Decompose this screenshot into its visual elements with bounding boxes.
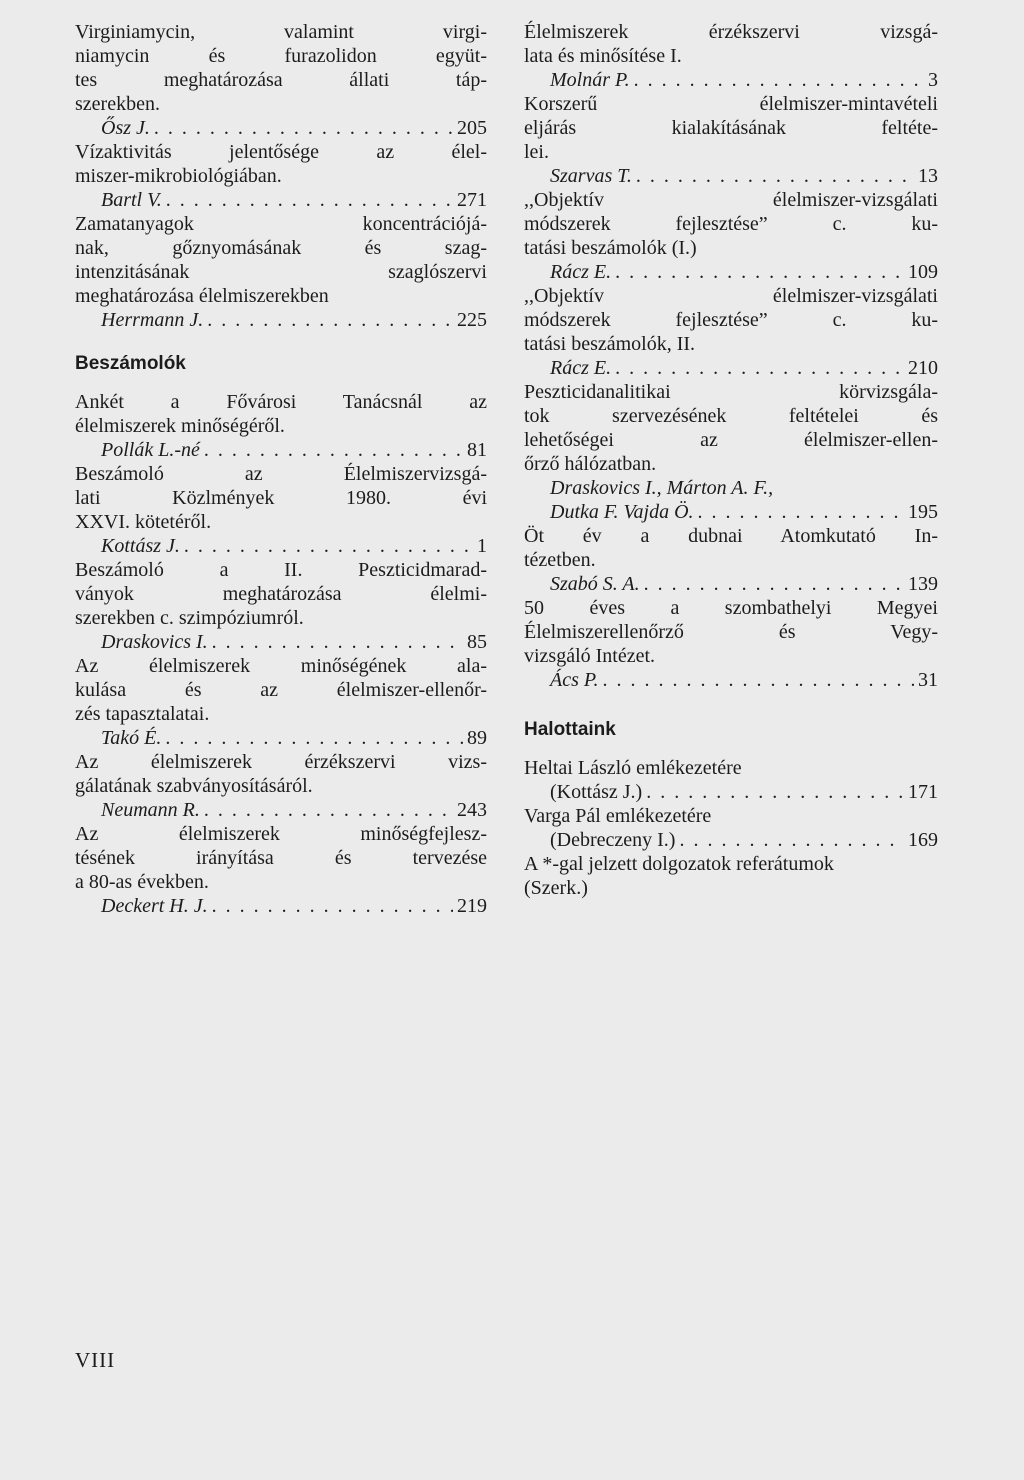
page-ref: 271 xyxy=(457,189,487,211)
leader-dots xyxy=(646,780,904,804)
entry-author-line xyxy=(75,116,487,140)
entry-title-line: niamycin és furazolidon együt- xyxy=(75,45,487,67)
toc-entry xyxy=(524,92,938,188)
entry-title-line: Vízaktivitás jelentősége az élel- xyxy=(75,141,487,163)
page-ref: 3 xyxy=(928,69,938,91)
entry-author: Dutka F. Vajda Ö. xyxy=(550,501,694,523)
page-ref: 210 xyxy=(908,357,938,379)
entry-author-line xyxy=(75,438,487,462)
entry-title-line: módszerek fejlesztése” c. ku- xyxy=(524,213,938,235)
leader-dots xyxy=(154,116,453,140)
entry-author-line xyxy=(75,534,487,558)
entry-author-line xyxy=(75,188,487,212)
entry-title-line: tatási beszámolók, II. xyxy=(524,333,696,355)
leader-dots xyxy=(679,828,904,852)
obituary-entry xyxy=(524,756,938,804)
leader-dots xyxy=(166,188,453,212)
entry-title xyxy=(75,558,487,630)
entry-title xyxy=(524,20,938,68)
entry-title xyxy=(524,380,938,476)
entry-title-line: Öt év a dubnai Atomkutató In- xyxy=(524,525,938,547)
entry-author-line xyxy=(75,308,487,332)
entry-author: Draskovics I. xyxy=(101,631,208,653)
entry-title-line: gálatának szabványosításáról. xyxy=(75,775,313,797)
entry-title-line: eljárás kialakításának feltéte- xyxy=(524,117,938,139)
leader-dots xyxy=(636,164,914,188)
entry-author: Szabó S. A. xyxy=(550,573,640,595)
entry-author: Ősz J. xyxy=(101,117,150,139)
toc-entry xyxy=(524,380,938,524)
obituary-entry xyxy=(524,804,938,852)
entry-title-line: módszerek fejlesztése” c. ku- xyxy=(524,309,938,331)
entry-title xyxy=(524,92,938,164)
entry-title-line: Élelmiszerellenőrző és Vegy- xyxy=(524,621,938,643)
entry-title-line: zés tapasztalatai. xyxy=(75,703,210,725)
entry-author-line xyxy=(524,260,938,284)
leader-dots xyxy=(615,260,904,284)
page-ref: 219 xyxy=(457,895,487,917)
entry-title-line: szerekben. xyxy=(75,93,160,115)
entry-title xyxy=(524,596,938,668)
toc-entry xyxy=(75,822,487,918)
entry-title xyxy=(75,654,487,726)
toc-entry xyxy=(75,390,487,462)
entry-title xyxy=(75,390,487,438)
toc-entry xyxy=(524,524,938,596)
editor-note xyxy=(524,852,938,900)
toc-entry xyxy=(524,596,938,692)
entry-title xyxy=(75,822,487,894)
leader-dots xyxy=(184,534,473,558)
entry-title-line: tatási beszámolók (I.) xyxy=(524,237,697,259)
page-ref: 205 xyxy=(457,117,487,139)
page-ref: 31 xyxy=(918,669,938,691)
left-entries-group xyxy=(75,20,487,332)
section-heading-halottaink: Halottaink xyxy=(524,719,616,740)
entry-title-line: Az élelmiszerek minőségének ala- xyxy=(75,655,487,677)
entry-author: Takó É. xyxy=(101,727,162,749)
obituary-ref: (Debreczeny I.) xyxy=(550,829,676,851)
toc-entry xyxy=(75,20,487,140)
leader-dots xyxy=(212,630,463,654)
entry-title-line: intenzitásának szaglószervi xyxy=(75,261,487,283)
entry-author-line xyxy=(75,726,487,750)
entry-author: Herrmann J. xyxy=(101,309,204,331)
entry-title-line: kulása és az élelmiszer-ellenőr- xyxy=(75,679,487,701)
entry-author-line xyxy=(524,668,938,692)
entry-title-line: Beszámoló az Élelmiszervizsgá- xyxy=(75,463,487,485)
entry-title-line: meghatározása élelmiszerekben xyxy=(75,285,329,307)
entry-title-line: Virginiamycin, valamint virgi- xyxy=(75,21,487,43)
entry-title-line: Élelmiszerek érzékszervi vizsgá- xyxy=(524,21,938,43)
entry-author-line xyxy=(75,630,487,654)
entry-title xyxy=(75,20,487,116)
entry-author-line xyxy=(75,894,487,918)
leader-dots xyxy=(204,798,453,822)
entry-title-line: tok szervezésének feltételei és xyxy=(524,405,938,427)
entry-title-line: ,,Objektív élelmiszer-vizsgálati xyxy=(524,285,938,307)
entry-title-line: ,,Objektív élelmiszer-vizsgálati xyxy=(524,189,938,211)
entry-title-line: Ankét a Fővárosi Tanácsnál az xyxy=(75,391,487,413)
entry-author-line xyxy=(524,68,938,92)
page-ref: 1 xyxy=(477,535,487,557)
entry-title xyxy=(524,524,938,572)
leader-dots xyxy=(615,356,904,380)
entry-author-line xyxy=(524,356,938,380)
entry-author: Molnár P. xyxy=(550,69,630,91)
page-ref: 85 xyxy=(467,631,487,653)
entry-title xyxy=(75,140,487,188)
entry-title-line: Az élelmiszerek minőségfejlesz- xyxy=(75,823,487,845)
leader-dots xyxy=(644,572,904,596)
toc-entry xyxy=(75,654,487,750)
entry-author: Kottász J. xyxy=(101,535,180,557)
leader-dots xyxy=(212,894,453,918)
page-ref: 81 xyxy=(467,439,487,461)
toc-entry xyxy=(75,212,487,332)
entry-author: Neumann R. xyxy=(101,799,200,821)
page-number: VIII xyxy=(75,1348,116,1372)
page-ref: 195 xyxy=(908,501,938,523)
entry-title-line: Az élelmiszerek érzékszervi vizs- xyxy=(75,751,487,773)
entry-title xyxy=(524,284,938,356)
page-ref: 171 xyxy=(908,781,938,803)
entry-title-line: Zamatanyagok koncentrációjá- xyxy=(75,213,487,235)
entry-author: Rácz E. xyxy=(550,357,612,379)
entry-title-line: XXVI. kötetéről. xyxy=(75,511,212,533)
page-ref: 169 xyxy=(908,829,938,851)
leader-dots xyxy=(603,668,914,692)
entry-author-pre: Draskovics I., Márton A. F., xyxy=(550,477,774,499)
toc-entry xyxy=(75,750,487,822)
right-entries-group xyxy=(524,20,938,692)
page-ref: 13 xyxy=(918,165,938,187)
obituary-title: Heltai László emlékezetére xyxy=(524,757,742,779)
leader-dots xyxy=(634,68,924,92)
toc-entry xyxy=(524,284,938,380)
entry-title-line: Peszticidanalitikai körvizsgála- xyxy=(524,381,938,403)
toc-entry xyxy=(524,20,938,92)
toc-entry xyxy=(524,188,938,284)
entry-author-line xyxy=(75,798,487,822)
entry-title-line: Korszerű élelmiszer-mintavételi xyxy=(524,93,938,115)
entry-author: Szarvas T. xyxy=(550,165,632,187)
obituary-author-line xyxy=(524,828,938,852)
page-ref: 109 xyxy=(908,261,938,283)
entry-author-line xyxy=(524,500,938,524)
leader-dots xyxy=(207,308,453,332)
entry-title-line: nak, gőznyomásának és szag- xyxy=(75,237,487,259)
entry-title-line: tes meghatározása állati táp- xyxy=(75,69,487,91)
entry-title-line: szerekben c. szimpóziumról. xyxy=(75,607,304,629)
entry-title-line: lei. xyxy=(524,141,549,163)
entry-title-line: tézetben. xyxy=(524,549,596,571)
entry-title-line: Beszámoló a II. Peszticidmarad- xyxy=(75,559,487,581)
entry-title-line: miszer-mikrobiológiában. xyxy=(75,165,282,187)
left-column xyxy=(75,20,487,918)
entry-title-line: lehetőségei az élelmiszer-ellen- xyxy=(524,429,938,451)
entry-title xyxy=(75,750,487,798)
entry-author-line xyxy=(524,164,938,188)
entry-author-line xyxy=(524,572,938,596)
page-ref: 89 xyxy=(467,727,487,749)
leader-dots xyxy=(204,438,463,462)
entry-author: Pollák L.-né xyxy=(101,439,200,461)
toc-entry xyxy=(75,558,487,654)
entry-title-line: őrző hálózatban. xyxy=(524,453,657,475)
entry-author: Bartl V. xyxy=(101,189,162,211)
entry-title-line: ványok meghatározása élelmi- xyxy=(75,583,487,605)
obituary-author-line xyxy=(524,780,938,804)
toc-entry xyxy=(75,140,487,212)
entry-title-line: vizsgáló Intézet. xyxy=(524,645,656,667)
leader-dots xyxy=(698,500,904,524)
entry-title-line: 50 éves a szombathelyi Megyei xyxy=(524,597,938,619)
entry-title-line: lati Közlmények 1980. évi xyxy=(75,487,487,509)
entry-title xyxy=(75,462,487,534)
right-column xyxy=(524,20,938,900)
entry-title xyxy=(524,188,938,260)
note-line: (Szerk.) xyxy=(524,877,588,899)
entry-title-line: tésének irányítása és tervezése xyxy=(75,847,487,869)
entry-title-line: élelmiszerek minőségéről. xyxy=(75,415,285,437)
obituary-ref: (Kottász J.) xyxy=(550,781,643,803)
entry-title-line: a 80-as években. xyxy=(75,871,209,893)
entry-author: Deckert H. J. xyxy=(101,895,208,917)
note-line: A *-gal jelzett dolgozatok referátumok xyxy=(524,853,834,875)
left-entries-group xyxy=(75,390,487,918)
obituary-title: Varga Pál emlékezetére xyxy=(524,805,712,827)
toc-entry xyxy=(75,462,487,558)
page-ref: 139 xyxy=(908,573,938,595)
leader-dots xyxy=(165,726,463,750)
section-heading-beszamolok: Beszámolók xyxy=(75,353,186,374)
entry-title xyxy=(75,212,487,308)
page-ref: 225 xyxy=(457,309,487,331)
entry-author: Rácz E. xyxy=(550,261,612,283)
entry-author: Ács P. xyxy=(550,669,599,691)
entry-title-line: lata és minősítése I. xyxy=(524,45,682,67)
page-ref: 243 xyxy=(457,799,487,821)
